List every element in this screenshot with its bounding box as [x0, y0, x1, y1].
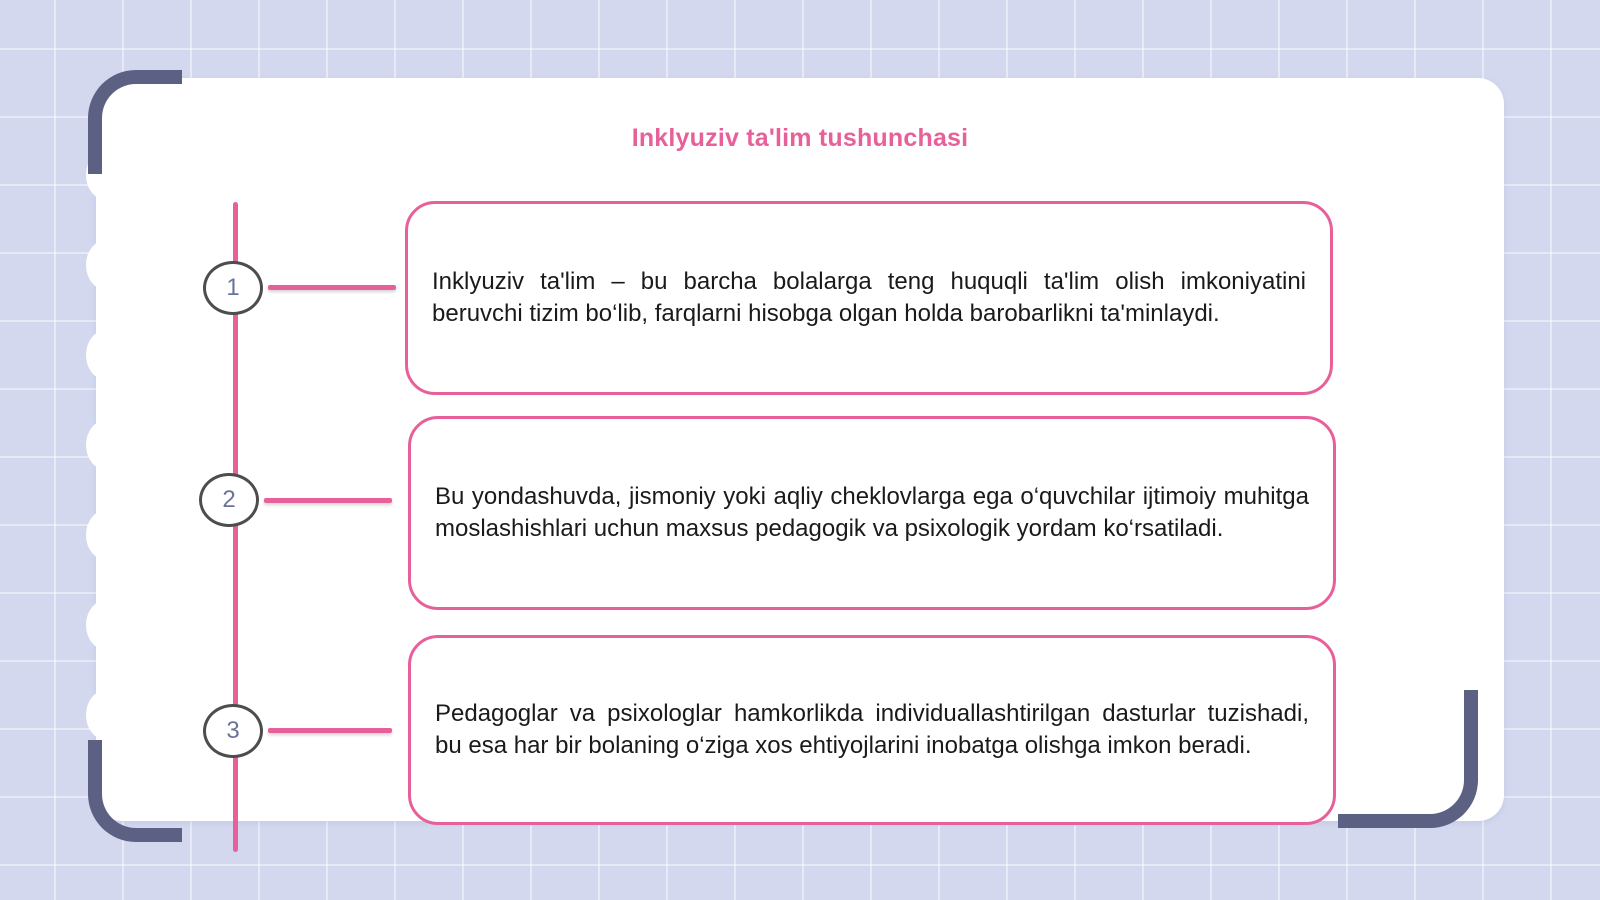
step-number-3: 3	[203, 704, 263, 758]
frame-corner-bottom-right	[1338, 690, 1478, 828]
frame-corner-top-left	[88, 70, 182, 174]
card-text-2: Bu yondashuvda, jismoniy yoki aqliy cheklovlarga ega o‘quvchilar ijtimoiy muhitga moslashishlari uchun maxsus pedagogik va psixologik yordam ko‘rsatiladi.	[435, 483, 1309, 542]
paper-notch	[86, 240, 126, 290]
text-card-1	[405, 201, 1333, 395]
step-number-1: 1	[203, 261, 263, 315]
text-card-3	[408, 635, 1336, 825]
paper-notch	[86, 690, 126, 740]
paper-notch	[86, 330, 126, 380]
connector-line-3	[268, 728, 392, 733]
paper-notch	[86, 420, 126, 470]
paper-notch	[86, 600, 126, 650]
connector-line-2	[264, 498, 392, 503]
frame-corner-bottom-left	[88, 740, 182, 842]
connector-line-1	[268, 285, 396, 290]
paper-notch	[86, 510, 126, 560]
text-card-2	[408, 416, 1336, 610]
card-text-3: Pedagoglar va psixologlar hamkorlikda individuallashtirilgan dasturlar tuzishadi, bu esa har bir bolaning o‘ziga xos ehtiyojlarini inobatga olishga imkon beradi.	[435, 700, 1309, 759]
slide-title: Inklyuziv ta'lim tushunchasi	[631, 124, 969, 152]
step-number-2: 2	[199, 473, 259, 527]
card-text-1: Inklyuziv ta'lim – bu barcha bolalarga teng huquqli ta'lim olish imkoniyatini beruvchi tizim bo‘lib, farqlarni hisobga olgan holda barobarlikni ta'minlaydi.	[432, 268, 1306, 327]
